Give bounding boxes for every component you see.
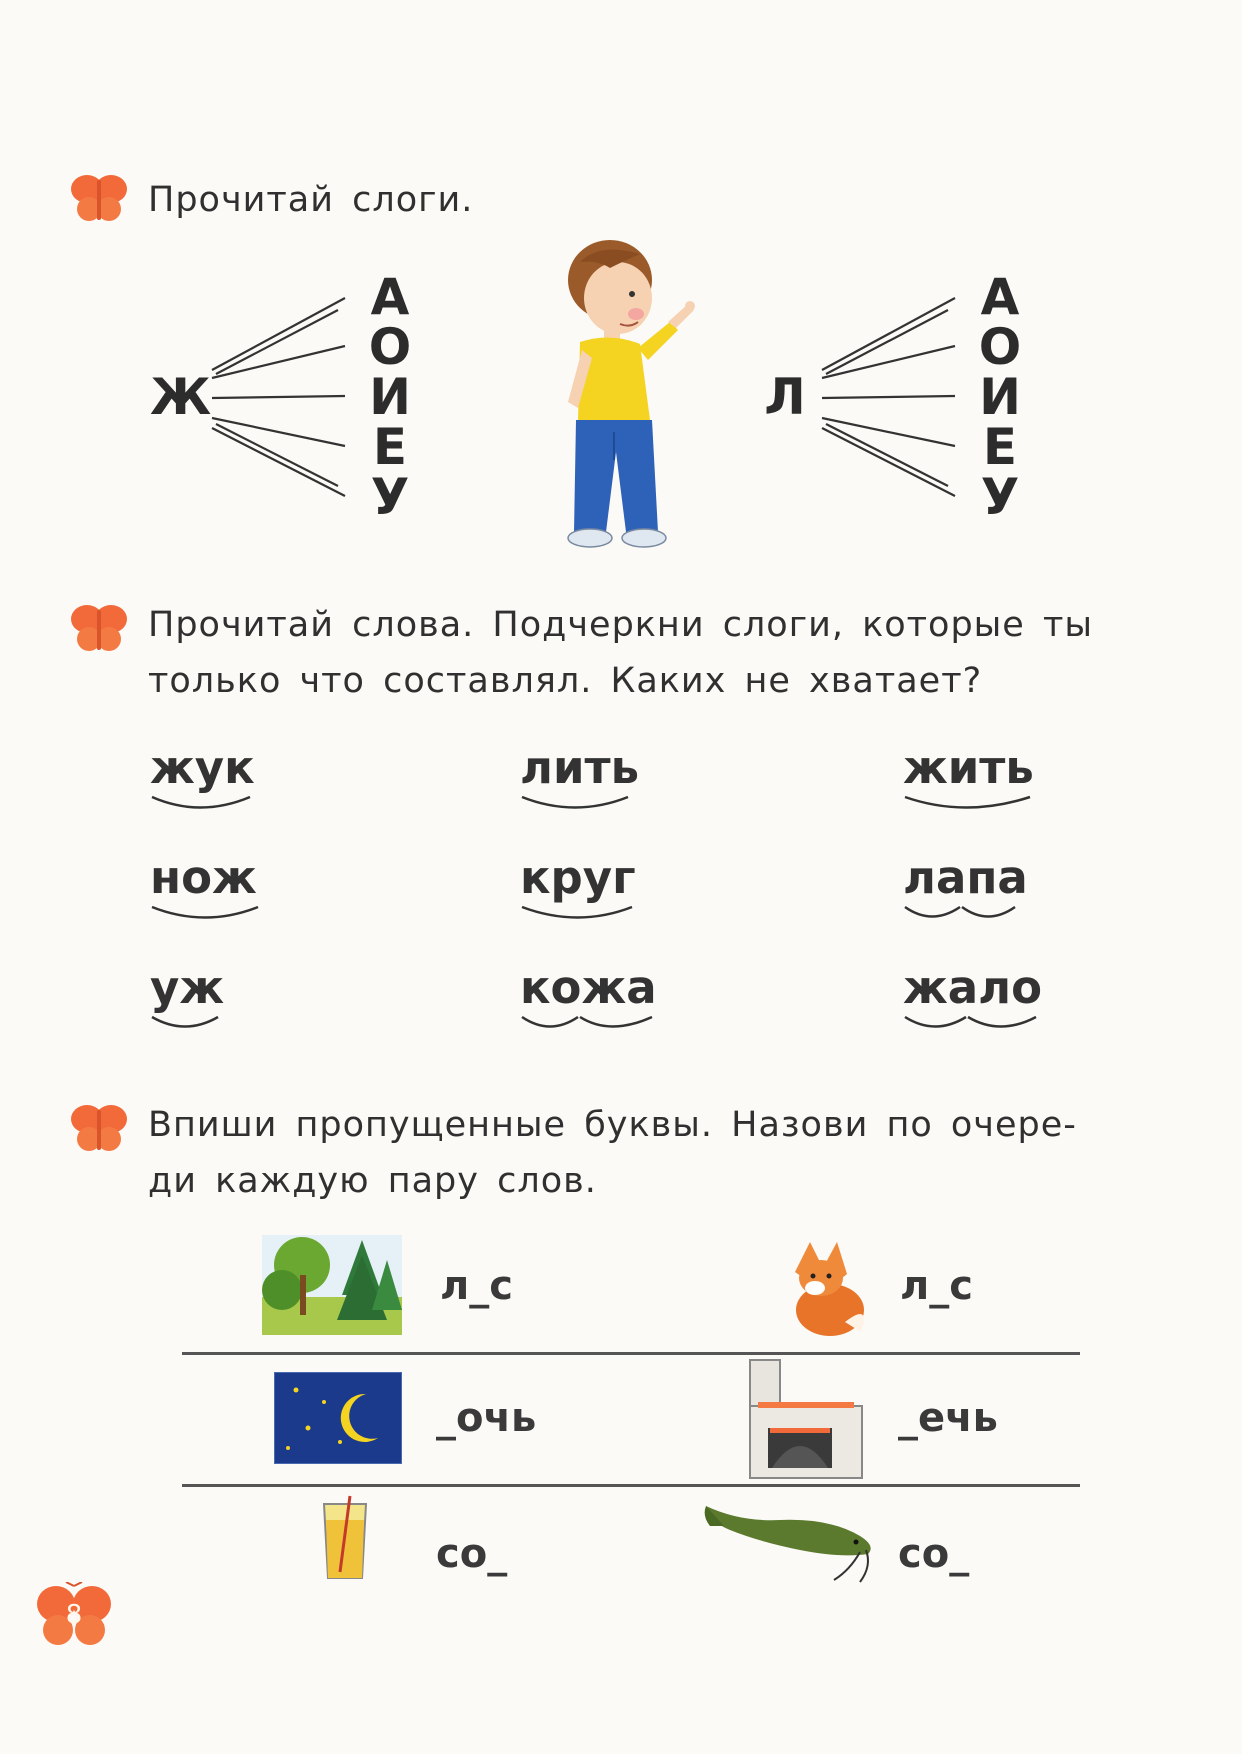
- arc: [152, 907, 258, 918]
- vowel-o: О: [368, 318, 412, 376]
- instruction-fill-letters: [148, 1097, 1168, 1209]
- arc: [905, 797, 1030, 808]
- vowel-a: А: [370, 268, 410, 326]
- consonant-l: Л: [764, 368, 806, 426]
- vowel-i: И: [369, 368, 411, 426]
- page-number: 8: [65, 1600, 83, 1630]
- fill-word-les[interactable]: л_с: [440, 1263, 514, 1309]
- vowel-e: Е: [372, 418, 408, 476]
- arc: [962, 907, 1015, 917]
- butterfly-icon: [70, 1102, 128, 1154]
- arc: [580, 1017, 652, 1027]
- vowel-u: У: [980, 468, 1020, 526]
- consonant-zh: Ж: [150, 368, 212, 426]
- fill-word-noch[interactable]: _очь: [436, 1395, 537, 1441]
- divider-line: [182, 1352, 1080, 1355]
- arc: [522, 1017, 578, 1027]
- night-sky-icon: [274, 1372, 402, 1464]
- instruction-line: Прочитай слова. Подчеркни слоги, которые ты: [148, 605, 1093, 645]
- vowel-i: И: [979, 368, 1021, 426]
- word-lit: лить: [520, 741, 640, 794]
- word-zhit: жить: [903, 741, 1034, 794]
- arc: [152, 1017, 218, 1027]
- juice-glass-icon: [318, 1494, 372, 1580]
- fill-word-som[interactable]: со_: [898, 1531, 970, 1577]
- word-zhuk: жук: [150, 741, 255, 794]
- word-nozh: нож: [150, 851, 257, 904]
- fill-word-pech[interactable]: _ечь: [898, 1395, 998, 1441]
- vowel-e: Е: [982, 418, 1018, 476]
- vowel-o: О: [978, 318, 1022, 376]
- word-uzh: уж: [150, 961, 225, 1014]
- instruction-line: только что составлял. Каких не хватает?: [148, 661, 983, 701]
- instruction-line: Впиши пропущенные буквы. Назови по очере-: [148, 1105, 1077, 1145]
- arc: [905, 907, 960, 917]
- arc: [905, 1017, 966, 1027]
- arc: [522, 907, 632, 918]
- word-zhalo: жало: [903, 961, 1043, 1014]
- instruction-read-syllables: Прочитай слоги.: [148, 180, 474, 220]
- vowel-u: У: [370, 468, 410, 526]
- fill-word-sok[interactable]: со_: [436, 1531, 508, 1577]
- forest-icon: [262, 1235, 402, 1335]
- stove-icon: [748, 1358, 864, 1480]
- instruction-line: ди каждую пару слов.: [148, 1161, 597, 1201]
- word-kozha: кожа: [520, 961, 657, 1014]
- word-lapa: лапа: [903, 851, 1028, 904]
- arc: [152, 797, 250, 808]
- fox-icon: [775, 1232, 875, 1342]
- word-krug: круг: [520, 851, 636, 904]
- vowel-a: А: [980, 268, 1020, 326]
- fill-word-lis[interactable]: л_с: [900, 1263, 974, 1309]
- catfish-icon: [700, 1496, 880, 1588]
- arc: [522, 797, 628, 808]
- divider-line: [182, 1484, 1080, 1487]
- arc: [968, 1017, 1036, 1027]
